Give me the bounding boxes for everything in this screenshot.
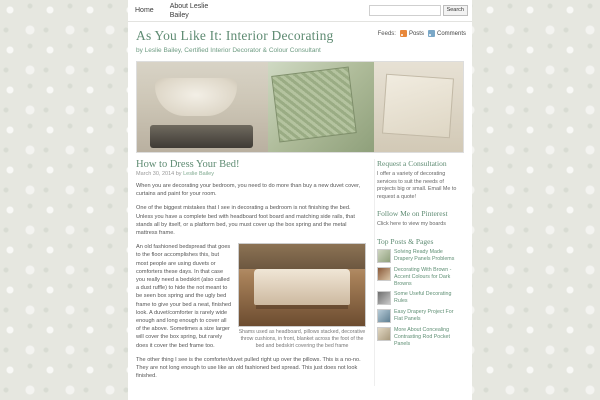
widget-text-consultation: I offer a variety of decorating services to suit the needs of projects big or small. Email Me to request a quote! [377, 171, 457, 200]
post-paragraph-1: When you are decorating your bedroom, you need to do more than buy a new duvet cover, curtains and paint for your room. [136, 183, 361, 198]
widget-title-consultation: Request a Consultation [377, 159, 447, 168]
post-figure [238, 243, 366, 350]
post-paragraph-3: An old fashioned bedspread that goes to the floor accomplishes this, but most people are using duvets or comforters these days. In that case you really need a bedskirt (also called a dust ruffle) to hide the not meant to be seen box spring and the ugly bed frame to give your bed a neat, finished look. A duvet/comforter is rarely wide enough and long enough to cover all of the above. Sometimes a size larger will cover the box spring, but rarely does it cover the bed frame too. [136, 244, 232, 349]
search-form [369, 5, 468, 16]
search-input[interactable] [369, 5, 441, 16]
feed-comments-link[interactable] [428, 30, 466, 37]
main-content [136, 159, 366, 386]
sidebar [374, 159, 462, 386]
feeds-area [378, 30, 466, 37]
banner-panel-left [137, 62, 268, 152]
post-thumbnail-icon [377, 291, 391, 305]
top-post-label[interactable]: Solving Ready Made Drapery Panels Problems [394, 248, 455, 262]
post-thumbnail-icon [377, 249, 391, 263]
list-item[interactable] [377, 249, 462, 263]
post-paragraph-2: One of the biggest mistakes that I see in decorating a bedroom is not finishing the bed. Unless you have a complete bed with headboard foot board and matching side rails, that stands all by itself, or a platform bed, you must cover up the box spring and the metal mattress frame. [136, 205, 355, 237]
header-banner-image [136, 61, 464, 153]
post-author-link[interactable]: Leslie Bailey [183, 171, 214, 177]
top-posts-list [377, 249, 462, 348]
post-thumbnail-icon [377, 267, 391, 281]
top-navigation-bar [128, 0, 472, 22]
figure-caption: Shams used as headboard, pillows stacked, decorative throw cushions, in front, blanket across the foot of the bed and bedskirt covering the bed frame [238, 329, 366, 350]
nav-about-leslie-bailey[interactable] [167, 0, 229, 22]
top-post-label[interactable]: Decorating With Brown - Accent Colours for Dark Browns [394, 266, 452, 287]
content-columns [128, 153, 472, 386]
feeds-label: Feeds: [377, 30, 396, 37]
top-post-label[interactable]: Some Useful Decorating Rules [394, 291, 452, 305]
widget-text-pinterest[interactable]: Click here to view my boards [377, 221, 446, 228]
post-date: March 30, 2014 [136, 171, 175, 177]
post-thumbnail-icon [377, 327, 391, 341]
list-item[interactable] [377, 267, 462, 287]
site-page [128, 0, 472, 400]
nav-about-link[interactable]: About Leslie Bailey [169, 2, 209, 19]
page-title: As You Like It: Interior Decorating [136, 28, 334, 43]
search-button[interactable]: Search [443, 5, 468, 16]
bedroom-photo [238, 243, 366, 327]
main-menu [132, 0, 369, 22]
widget-title-pinterest: Follow Me on Pinterest [377, 209, 448, 219]
comments-rss-icon [428, 30, 435, 37]
widget-top-posts [377, 237, 462, 348]
site-tagline: by Leslie Bailey, Certified Interior Decorator & Colour Consultant [136, 47, 321, 54]
top-post-label[interactable]: More About Concealing Contrasting Rod Pocket Panels [394, 327, 450, 347]
nav-home-link[interactable]: Home [135, 7, 154, 14]
list-item[interactable] [377, 291, 462, 305]
feed-comments-label: Comments [436, 30, 466, 37]
list-item[interactable] [377, 327, 462, 347]
widget-follow-pinterest [377, 209, 462, 229]
post-by-label: by [175, 171, 182, 177]
post-title[interactable]: How to Dress Your Bed! [136, 159, 240, 170]
site-header [128, 22, 472, 59]
banner-panel-middle [268, 62, 373, 152]
feed-posts-link[interactable] [400, 30, 424, 37]
feed-posts-label: Posts [408, 30, 424, 37]
widget-request-consultation [377, 159, 462, 201]
widget-title-top-posts: Top Posts & Pages [377, 236, 434, 246]
banner-panel-right [374, 62, 463, 152]
post-paragraph-4: The other thing I see is the comforter/duvet pulled right up over the pillows. This is a no-no. They are not long enough to use like an old fashioned bed spread. This just does not look finished. [136, 356, 361, 380]
list-item[interactable] [377, 309, 462, 323]
rss-icon [400, 30, 407, 37]
post-body [136, 182, 366, 380]
post-meta [136, 171, 366, 177]
post-thumbnail-icon [377, 309, 391, 323]
top-post-label[interactable]: Easy Drapery Project For Flat Panels [394, 309, 454, 323]
nav-home[interactable] [132, 4, 157, 17]
